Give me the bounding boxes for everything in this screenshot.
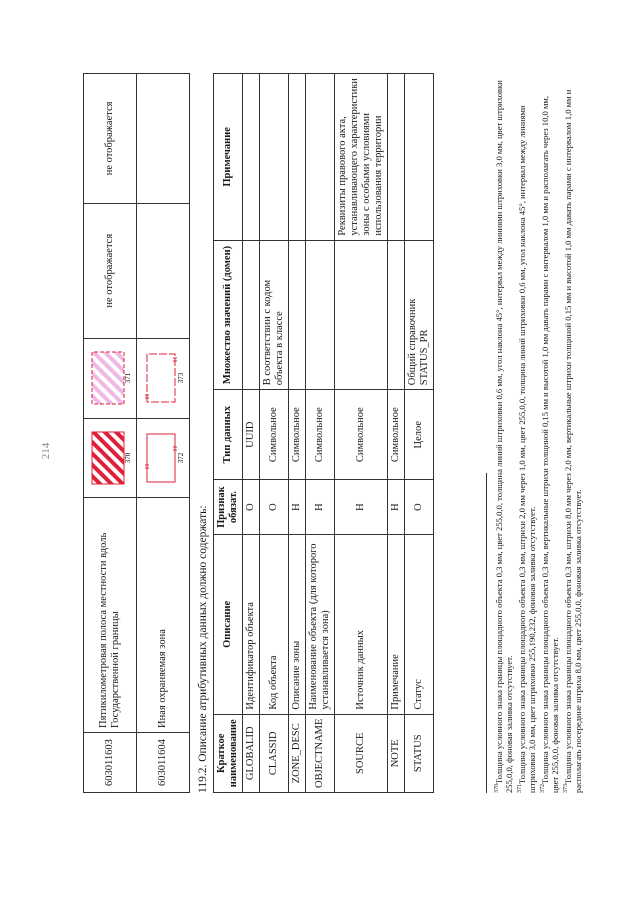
cell: Целое xyxy=(405,390,434,480)
cell: Идентификатор объекта xyxy=(243,535,260,715)
boundary-symbol xyxy=(137,338,190,418)
cell: Символьное xyxy=(388,390,405,480)
table-row xyxy=(306,74,335,793)
hatch-symbol-pink xyxy=(84,338,137,418)
column-header: Признак обязат. xyxy=(214,480,243,535)
table-row xyxy=(405,74,434,793)
display-note: не отображается xyxy=(84,203,137,338)
footnote-text: Толщина условного знака границы площадного объекта 0,3 мм, вертикальные штрихи толщиной 0,15 мм и высотой 1,0 мм давать парами с интервалом 1,0 мм и располагать через 10,0 мм, цвет 255,0,0, фоновая заливка отсутствует. xyxy=(539,95,561,793)
cell: GLOBALID xyxy=(243,714,260,792)
table-row xyxy=(84,74,137,793)
dashed-tick-boundary-symbol xyxy=(143,348,183,408)
cell xyxy=(243,240,260,390)
cell: Символьное xyxy=(335,390,388,480)
column-header: Примечание xyxy=(214,74,243,241)
column-header: Описание xyxy=(214,535,243,715)
cell: Наименование объекта (для которого устанавливается зона) xyxy=(306,535,335,715)
cell: Код объекта xyxy=(260,535,289,715)
section-caption: 119.2. Описание атрибутивных данных должно содержать: xyxy=(197,505,209,793)
footnote-text: Толщина условного знака границы площадного объекта 0,3 мм, цвет 255,0,0, толщина линий штриховки 0,6 мм, угол наклона 45°, интервал между линиями штриховки 3,0 мм, цвет штриховки 255,0,0, фоновая заливка отсутствует. xyxy=(493,80,515,793)
footnote-number: 370 xyxy=(494,784,500,793)
footnote xyxy=(492,78,515,793)
cell xyxy=(289,74,306,241)
cell xyxy=(289,240,306,390)
cell: Статус xyxy=(405,535,434,715)
cell: Символьное xyxy=(260,390,289,480)
hatch-symbol-red xyxy=(84,418,137,498)
header-row xyxy=(214,74,243,793)
cell: В соответствии с кодом объекта в классе xyxy=(260,240,289,390)
display-note xyxy=(137,203,190,338)
cell: Реквизиты правового акта, устанавливающего характеристики зоны с особыми условиями использования территории xyxy=(335,74,388,241)
table-row xyxy=(335,74,388,793)
red-hatch-symbol xyxy=(90,428,130,488)
cell: UUID xyxy=(243,390,260,480)
cell: Н xyxy=(335,480,388,535)
table-row xyxy=(243,74,260,793)
cell xyxy=(306,240,335,390)
display-note xyxy=(137,74,190,204)
zone-name: Пятикилометровая полоса местности вдоль Государственной границы xyxy=(84,498,137,733)
cell: Описание зоны xyxy=(289,535,306,715)
cell: NOTE xyxy=(388,714,405,792)
pink-hatch-symbol xyxy=(90,348,130,408)
cell: О xyxy=(405,480,434,535)
cell: Источник данных xyxy=(335,535,388,715)
table-row xyxy=(388,74,405,793)
column-header: Тип данных xyxy=(214,390,243,480)
cell xyxy=(405,74,434,241)
cell: OBJECTNAME xyxy=(306,714,335,792)
boundary-symbol xyxy=(137,418,190,498)
cell: Н xyxy=(388,480,405,535)
cell: Символьное xyxy=(289,390,306,480)
footnote xyxy=(561,78,584,793)
footnote xyxy=(538,78,561,793)
footnote-ref: 373 xyxy=(177,372,185,384)
zone-name: Иная охраняемая зона xyxy=(137,498,190,733)
zone-symbol-table xyxy=(83,73,190,793)
column-header: Краткое наименование xyxy=(214,714,243,792)
cell xyxy=(260,74,289,241)
footnote-number: 373 xyxy=(563,784,569,793)
cell: ZONE_DESC xyxy=(289,714,306,792)
cell: STATUS xyxy=(405,714,434,792)
cell: О xyxy=(243,480,260,535)
cell xyxy=(388,240,405,390)
table-row xyxy=(137,74,190,793)
zone-code: 60301160З xyxy=(84,733,137,793)
cell: Символьное xyxy=(306,390,335,480)
display-note: не отображается xyxy=(84,74,137,204)
cell xyxy=(306,74,335,241)
footnote-ref: 371 xyxy=(124,372,132,384)
cell: О xyxy=(260,480,289,535)
zone-code: 603011604 xyxy=(137,733,190,793)
table-row xyxy=(260,74,289,793)
footnote-ref: 372 xyxy=(177,452,185,464)
column-header: Множество значений (домен) xyxy=(214,240,243,390)
page-number: 214 xyxy=(40,442,52,460)
cell: CLASSID xyxy=(260,714,289,792)
cell xyxy=(243,74,260,241)
cell: Примечание xyxy=(388,535,405,715)
cell xyxy=(335,240,388,390)
footnote xyxy=(515,78,538,793)
cell xyxy=(388,74,405,241)
tick-boundary-symbol xyxy=(143,428,183,488)
footnote-number: 372 xyxy=(540,784,546,793)
cell: Н xyxy=(289,480,306,535)
cell: SOURCE xyxy=(335,714,388,792)
cell: Общий справочник STATUS_PR xyxy=(405,240,434,390)
cell: Н xyxy=(306,480,335,535)
attribute-table xyxy=(213,73,434,793)
footnote-text: Толщина условного знака границы площадного объекта 0,3 мм, штрихи 8,0 мм через 2,0 мм, вертикальные штрихи толщиной 0,15 мм и высотой 1,0 мм давать парами с интервалом 1,0 мм и располагать посередине штриха 8,0 мм, цвет 255,0,0, фоновая заливка отсутствует. xyxy=(562,89,584,793)
footnote-separator xyxy=(486,473,487,793)
footnote-number: 371 xyxy=(517,784,523,793)
table-row xyxy=(289,74,306,793)
footnote-text: Толщина условного знака границы площадного объекта 0,3 мм, штрихи 2,0 мм через 1,0 мм, цвет 255,0,0, толщина линий штриховки 0,6 мм, угол наклона 45°, интервал между линиями штриховки 3,0 мм, цвет штриховки 255,190,232, фоновая заливка отсутствует. xyxy=(516,105,538,793)
footnote-ref: 370 xyxy=(124,452,132,464)
